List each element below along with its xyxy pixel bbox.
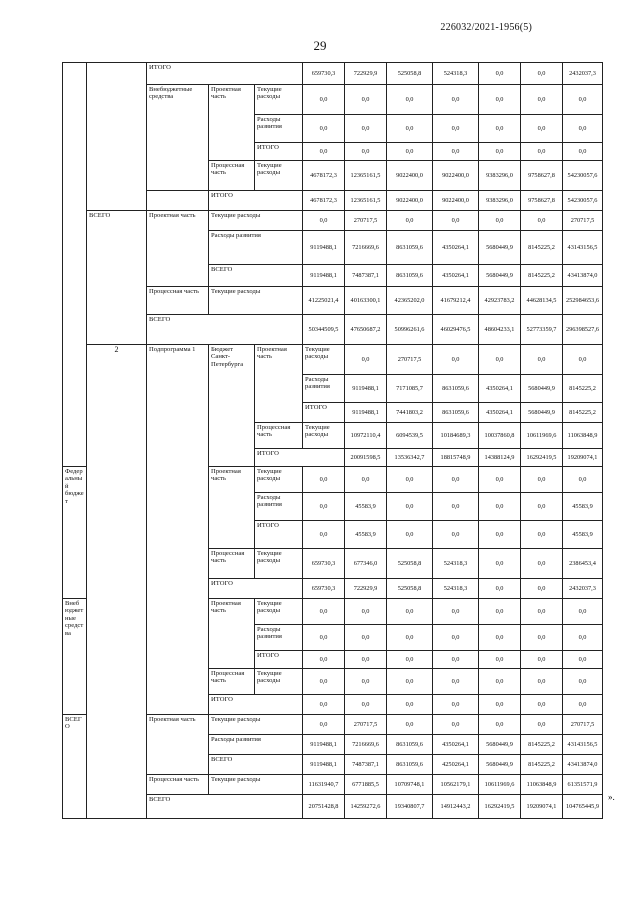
value-cell: 0,0: [479, 521, 521, 549]
expense-type: Расходы развития: [255, 493, 303, 521]
value-cell: 0,0: [563, 467, 603, 493]
value-cell: 8145225,2: [521, 231, 563, 265]
value-cell: 0,0: [479, 715, 521, 735]
table-row: [63, 345, 603, 375]
value-cell: 8145225,2: [521, 735, 563, 755]
value-cell: 0,0: [521, 651, 563, 669]
value-cell: 0,0: [303, 669, 345, 695]
value-cell: 6094539,5: [387, 423, 433, 449]
value-cell: 0,0: [563, 85, 603, 115]
budget-table: [62, 62, 603, 819]
row-label: ИТОГО: [209, 579, 303, 599]
value-cell: 9119488,1: [303, 755, 345, 775]
expense-type: Текущие расходы: [255, 467, 303, 493]
expense-type: Текущие расходы: [255, 85, 303, 115]
expense-type: Текущие расходы: [209, 211, 303, 231]
value-cell: 0,0: [479, 211, 521, 231]
value-cell: 0,0: [479, 467, 521, 493]
value-cell: 4350264,1: [433, 231, 479, 265]
value-cell: 0,0: [387, 115, 433, 143]
value-cell: 11631940,7: [303, 775, 345, 795]
value-cell: 13536342,7: [387, 449, 433, 467]
part-label: Процессная часть: [147, 775, 209, 795]
value-cell: 50344509,5: [303, 315, 345, 345]
table-row: [63, 63, 603, 85]
value-cell: 43413874,0: [563, 755, 603, 775]
value-cell: 0,0: [303, 115, 345, 143]
value-cell: 20091598,5: [345, 449, 387, 467]
expense-type: Расходы развития: [255, 115, 303, 143]
value-cell: 0,0: [387, 143, 433, 161]
value-cell: 45583,9: [345, 521, 387, 549]
value-cell: 722929,9: [345, 63, 387, 85]
part-label: Проектная часть: [209, 599, 255, 669]
value-cell: 0,0: [387, 651, 433, 669]
value-cell: 9383296,0: [479, 161, 521, 191]
value-cell: 0,0: [479, 651, 521, 669]
value-cell: 18815748,9: [433, 449, 479, 467]
value-cell: 524318,3: [433, 549, 479, 579]
row-label: ВСЕГО: [147, 795, 303, 819]
value-cell: 45583,9: [345, 493, 387, 521]
total-label: ВСЕГО: [63, 715, 87, 819]
value-cell: 0,0: [303, 143, 345, 161]
value-cell: 0,0: [433, 115, 479, 143]
value-cell: 14388124,9: [479, 449, 521, 467]
row-label: ИТОГО: [209, 695, 303, 715]
value-cell: 0,0: [563, 345, 603, 375]
value-cell: 5680449,9: [479, 231, 521, 265]
value-cell: 0,0: [387, 715, 433, 735]
value-cell: 11063848,9: [521, 775, 563, 795]
value-cell: 9119488,1: [345, 375, 387, 403]
value-cell: 0,0: [387, 85, 433, 115]
value-cell: 8631059,6: [433, 403, 479, 423]
value-cell: 54230057,6: [563, 191, 603, 211]
value-cell: 9119488,1: [303, 735, 345, 755]
value-cell: 0,0: [387, 599, 433, 625]
value-cell: 5680449,9: [521, 375, 563, 403]
value-cell: 0,0: [433, 651, 479, 669]
value-cell: 0,0: [521, 669, 563, 695]
value-cell: 0,0: [303, 599, 345, 625]
value-cell: 54230057,6: [563, 161, 603, 191]
value-cell: 8631059,6: [387, 735, 433, 755]
value-cell: 0,0: [303, 651, 345, 669]
value-cell: 19209074,1: [521, 795, 563, 819]
expense-type: Расходы развития: [209, 735, 303, 755]
value-cell: 7441803,2: [387, 403, 433, 423]
value-cell: 8631059,6: [387, 265, 433, 287]
value-cell: 8631059,6: [433, 375, 479, 403]
value-cell: 0,0: [479, 63, 521, 85]
value-cell: 0,0: [563, 599, 603, 625]
value-cell: 5680449,9: [479, 265, 521, 287]
value-cell: 0,0: [303, 625, 345, 651]
value-cell: 677346,0: [345, 549, 387, 579]
value-cell: 4678172,3: [303, 191, 345, 211]
value-cell: 0,0: [479, 493, 521, 521]
document-number: 226032/2021-1956(5): [440, 22, 532, 33]
value-cell: 45583,9: [563, 493, 603, 521]
value-cell: 0,0: [521, 599, 563, 625]
funding-source: Федеральный бюджет: [63, 467, 87, 599]
part-label: Проектная часть: [209, 85, 255, 161]
value-cell: 41679212,4: [433, 287, 479, 315]
value-cell: 8145225,2: [521, 755, 563, 775]
value-cell: 0,0: [563, 695, 603, 715]
expense-type: Текущие расходы: [255, 599, 303, 625]
value-cell: 61351571,9: [563, 775, 603, 795]
value-cell: 0,0: [521, 345, 563, 375]
value-cell: 7487387,1: [345, 755, 387, 775]
part-label: Проектная часть: [255, 345, 303, 423]
value-cell: 0,0: [303, 695, 345, 715]
value-cell: 0,0: [433, 599, 479, 625]
value-cell: 0,0: [479, 345, 521, 375]
value-cell: 12365161,5: [345, 191, 387, 211]
value-cell: 0,0: [521, 625, 563, 651]
value-cell: 10972110,4: [345, 423, 387, 449]
value-cell: 16292419,5: [521, 449, 563, 467]
subprogram-label: Подпрограмма 1: [147, 345, 209, 715]
funding-source: Бюджет Санкт-Петербурга: [209, 345, 255, 467]
value-cell: 6771885,5: [345, 775, 387, 795]
value-cell: 0,0: [345, 467, 387, 493]
expense-type: Текущие расходы: [209, 715, 303, 735]
value-cell: 525058,8: [387, 579, 433, 599]
value-cell: 0,0: [521, 143, 563, 161]
expense-type: Текущие расходы: [255, 549, 303, 579]
value-cell: 2432037,3: [563, 579, 603, 599]
value-cell: 0,0: [433, 493, 479, 521]
value-cell: 0,0: [387, 211, 433, 231]
value-cell: 10562179,1: [433, 775, 479, 795]
value-cell: 0,0: [521, 695, 563, 715]
value-cell: 4350264,1: [479, 403, 521, 423]
value-cell: 11063848,9: [563, 423, 603, 449]
value-cell: 4678172,3: [303, 161, 345, 191]
value-cell: 9383296,0: [479, 191, 521, 211]
value-cell: 9022400,0: [433, 191, 479, 211]
part-label: Процессная часть: [209, 549, 255, 579]
value-cell: 270717,5: [387, 345, 433, 375]
expense-type: ВСЕГО: [209, 755, 303, 775]
value-cell: 7487387,1: [345, 265, 387, 287]
value-cell: 0,0: [479, 549, 521, 579]
value-cell: 0,0: [563, 625, 603, 651]
value-cell: 0,0: [521, 63, 563, 85]
value-cell: 8145225,2: [563, 375, 603, 403]
value-cell: 0,0: [433, 695, 479, 715]
value-cell: 10037860,8: [479, 423, 521, 449]
value-cell: 0,0: [479, 669, 521, 695]
value-cell: 42923783,2: [479, 287, 521, 315]
value-cell: 52773359,7: [521, 315, 563, 345]
value-cell: 8145225,2: [521, 265, 563, 287]
value-cell: 0,0: [521, 579, 563, 599]
value-cell: 5680449,9: [479, 755, 521, 775]
value-cell: 16292419,5: [479, 795, 521, 819]
expense-type: ИТОГО: [303, 403, 345, 423]
value-cell: 0,0: [521, 211, 563, 231]
value-cell: 0,0: [387, 493, 433, 521]
value-cell: 4350264,1: [433, 265, 479, 287]
value-cell: 524318,3: [433, 63, 479, 85]
value-cell: 7171085,7: [387, 375, 433, 403]
value-cell: 0,0: [479, 143, 521, 161]
value-cell: 0,0: [479, 625, 521, 651]
value-cell: 524318,3: [433, 579, 479, 599]
value-cell: 5680449,9: [521, 403, 563, 423]
expense-type: Текущие расходы: [303, 345, 345, 375]
value-cell: 7216669,6: [345, 735, 387, 755]
value-cell: 42365202,0: [387, 287, 433, 315]
value-cell: 8631059,6: [387, 755, 433, 775]
value-cell: 722929,9: [345, 579, 387, 599]
value-cell: 46029476,5: [433, 315, 479, 345]
value-cell: 43413874,0: [563, 265, 603, 287]
value-cell: 0,0: [433, 669, 479, 695]
value-cell: 0,0: [387, 521, 433, 549]
value-cell: 0,0: [479, 115, 521, 143]
value-cell: 45583,9: [563, 521, 603, 549]
value-cell: 7216669,6: [345, 231, 387, 265]
expense-type: Текущие расходы: [303, 423, 345, 449]
value-cell: 0,0: [433, 211, 479, 231]
value-cell: 9758627,8: [521, 191, 563, 211]
closing-quote: ».: [608, 792, 615, 802]
page-number: 29: [313, 38, 327, 53]
value-cell: 43143156,5: [563, 231, 603, 265]
table-row: [63, 211, 603, 231]
value-cell: 0,0: [433, 521, 479, 549]
value-cell: 19340807,7: [387, 795, 433, 819]
value-cell: 0,0: [303, 521, 345, 549]
value-cell: 0,0: [521, 549, 563, 579]
value-cell: 0,0: [563, 669, 603, 695]
value-cell: 0,0: [387, 625, 433, 651]
part-label: Проектная часть: [209, 467, 255, 549]
value-cell: 48604233,1: [479, 315, 521, 345]
value-cell: 0,0: [521, 715, 563, 735]
value-cell: 0,0: [433, 143, 479, 161]
value-cell: 0,0: [345, 625, 387, 651]
value-cell: 43143156,5: [563, 735, 603, 755]
value-cell: 0,0: [303, 211, 345, 231]
funding-source: Внебюджетные средства: [63, 599, 87, 715]
value-cell: 0,0: [345, 695, 387, 715]
value-cell: 8145225,2: [563, 403, 603, 423]
value-cell: 0,0: [433, 625, 479, 651]
value-cell: 296398527,6: [563, 315, 603, 345]
value-cell: 9758627,8: [521, 161, 563, 191]
part-label: Проектная часть: [147, 715, 209, 775]
value-cell: 0,0: [345, 669, 387, 695]
value-cell: 659730,3: [303, 549, 345, 579]
value-cell: 12365161,5: [345, 161, 387, 191]
value-cell: 41225021,4: [303, 287, 345, 315]
row-label: ИТОГО: [147, 63, 303, 85]
value-cell: 0,0: [303, 85, 345, 115]
value-cell: 9022400,0: [433, 161, 479, 191]
row-label: ИТОГО: [255, 449, 345, 467]
value-cell: 0,0: [479, 579, 521, 599]
expense-type: ИТОГО: [255, 143, 303, 161]
value-cell: 270717,5: [563, 211, 603, 231]
value-cell: 0,0: [479, 85, 521, 115]
part-label: Процессная часть: [209, 669, 255, 695]
funding-source: Внебюджетные средства: [147, 85, 209, 191]
expense-type: Расходы развития: [303, 375, 345, 403]
value-cell: 14912443,2: [433, 795, 479, 819]
part-label: Процессная часть: [255, 423, 303, 449]
value-cell: 4250264,1: [433, 755, 479, 775]
value-cell: 0,0: [563, 143, 603, 161]
value-cell: 0,0: [303, 493, 345, 521]
value-cell: 0,0: [345, 345, 387, 375]
value-cell: 0,0: [433, 467, 479, 493]
value-cell: 0,0: [345, 143, 387, 161]
value-cell: 525058,8: [387, 63, 433, 85]
value-cell: 2386453,4: [563, 549, 603, 579]
total-label: ВСЕГО: [87, 211, 147, 345]
value-cell: 50996261,6: [387, 315, 433, 345]
value-cell: 525058,8: [387, 549, 433, 579]
value-cell: 8631059,6: [387, 231, 433, 265]
part-label: Процессная часть: [147, 287, 209, 315]
value-cell: 0,0: [433, 715, 479, 735]
value-cell: 9022400,0: [387, 191, 433, 211]
value-cell: 270717,5: [345, 715, 387, 735]
value-cell: 9119488,1: [345, 403, 387, 423]
value-cell: 14259272,6: [345, 795, 387, 819]
value-cell: 0,0: [345, 651, 387, 669]
expense-type: Текущие расходы: [209, 287, 303, 315]
row-label: ВСЕГО: [147, 315, 303, 345]
value-cell: 0,0: [521, 467, 563, 493]
value-cell: 104765445,9: [563, 795, 603, 819]
value-cell: 659730,3: [303, 63, 345, 85]
value-cell: 10184689,3: [433, 423, 479, 449]
value-cell: 0,0: [563, 115, 603, 143]
expense-type: Расходы развития: [255, 625, 303, 651]
row-number: 2: [87, 345, 147, 819]
value-cell: 19209074,1: [563, 449, 603, 467]
value-cell: 0,0: [387, 669, 433, 695]
part-label: Проектная часть: [147, 211, 209, 287]
value-cell: 10611969,6: [479, 775, 521, 795]
expense-type: Текущие расходы: [209, 775, 303, 795]
value-cell: 5680449,9: [479, 735, 521, 755]
value-cell: 0,0: [387, 467, 433, 493]
value-cell: 0,0: [345, 599, 387, 625]
value-cell: 0,0: [521, 115, 563, 143]
expense-type: Текущие расходы: [255, 669, 303, 695]
value-cell: 20751428,8: [303, 795, 345, 819]
value-cell: 47650687,2: [345, 315, 387, 345]
value-cell: 270717,5: [563, 715, 603, 735]
value-cell: 0,0: [563, 651, 603, 669]
expense-type: ИТОГО: [255, 521, 303, 549]
value-cell: 0,0: [521, 85, 563, 115]
value-cell: 0,0: [345, 85, 387, 115]
part-label: Процессная часть: [209, 161, 255, 191]
value-cell: 0,0: [303, 715, 345, 735]
value-cell: 9119488,1: [303, 231, 345, 265]
value-cell: 9119488,1: [303, 265, 345, 287]
value-cell: 659730,3: [303, 579, 345, 599]
value-cell: 0,0: [479, 695, 521, 715]
value-cell: 10611969,6: [521, 423, 563, 449]
value-cell: 40163300,1: [345, 287, 387, 315]
value-cell: 252984653,6: [563, 287, 603, 315]
value-cell: 4350264,1: [433, 735, 479, 755]
value-cell: 0,0: [303, 467, 345, 493]
expense-type: ВСЕГО: [209, 265, 303, 287]
value-cell: 0,0: [521, 521, 563, 549]
value-cell: 9022400,0: [387, 161, 433, 191]
value-cell: 0,0: [345, 115, 387, 143]
row-label: ИТОГО: [209, 191, 303, 211]
value-cell: 0,0: [433, 345, 479, 375]
value-cell: 270717,5: [345, 211, 387, 231]
value-cell: 10709748,1: [387, 775, 433, 795]
value-cell: 2432037,3: [563, 63, 603, 85]
value-cell: 0,0: [479, 599, 521, 625]
value-cell: 0,0: [521, 493, 563, 521]
value-cell: 44628134,5: [521, 287, 563, 315]
expense-type: Расходы развития: [209, 231, 303, 265]
expense-type: ИТОГО: [255, 651, 303, 669]
value-cell: 0,0: [433, 85, 479, 115]
value-cell: 4350264,1: [479, 375, 521, 403]
expense-type: Текущие расходы: [255, 161, 303, 191]
value-cell: 0,0: [387, 695, 433, 715]
